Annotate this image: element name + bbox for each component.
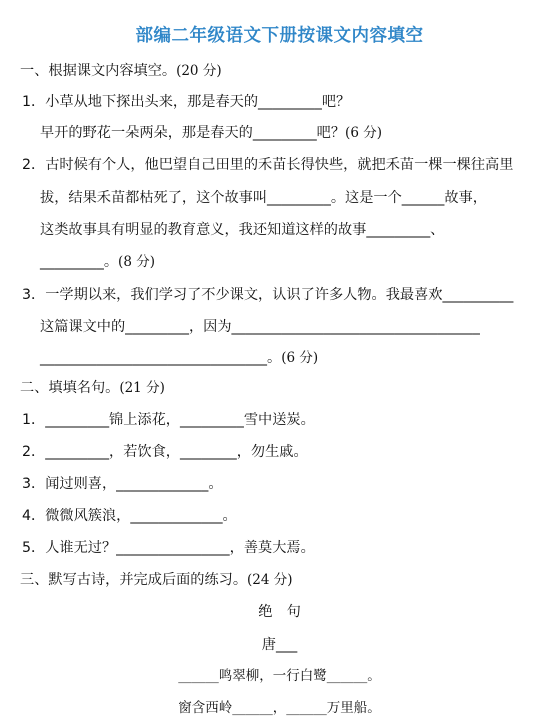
poem-title: 绝 句 xyxy=(258,604,301,620)
s2-item-3: 3．闻过则喜，_____________。 xyxy=(22,476,223,492)
q2-line-4 xyxy=(40,252,155,272)
section-2-heading-text: 二、填填名句。 xyxy=(20,380,120,396)
q3-points: (6 分) xyxy=(281,350,319,366)
q2-line-3: 这类故事具有明显的教育意义，我还知道这样的故事_________、 xyxy=(40,222,445,238)
section-1-heading xyxy=(20,61,222,81)
q2-points: (8 分) xyxy=(118,254,155,270)
s2-item-1: 1．_________锦上添花，_________雪中送炭。 xyxy=(22,412,315,428)
q2-line-2: 拔，结果禾苗都枯死了，这个故事叫_________。这是一个______故事， xyxy=(40,190,487,206)
poem-line-2: 窗含西岭______，______万里船。 xyxy=(178,700,381,716)
q1-line-1: 1．小草从地下探出头来，那是春天的_________吧？ xyxy=(22,94,351,110)
q1-points: (6 分) xyxy=(345,125,382,141)
poem-line-1: ______鸣翠柳，一行白鹭______。 xyxy=(178,668,381,684)
section-3-heading-text: 三、默写古诗，并完成后面的练习。 xyxy=(20,572,248,588)
q1-line-2-text: 早开的野花一朵两朵，那是春天的_________吧？ xyxy=(40,125,346,141)
s2-item-2: 2．_________，若饮食，________，勿生戚。 xyxy=(22,444,308,460)
q3-line-1: 3．一学期以来，我们学习了不少课文，认识了许多人物。我最喜欢__________ xyxy=(22,287,514,303)
q2-line-1: 2．古时候有个人，他巴望自己田里的禾苗长得快些，就把禾苗一棵一棵往高里 xyxy=(22,157,514,173)
page-title: 部编二年级语文下册按课文内容填空 xyxy=(135,26,424,46)
q1-line-2 xyxy=(40,123,382,143)
q3-line-3 xyxy=(40,348,318,368)
q2-line-4-text: _________。 xyxy=(40,254,119,270)
poem-author: 唐___ xyxy=(261,637,298,653)
section-2-points: (21 分) xyxy=(119,380,165,396)
section-1-heading-text: 一、根据课文内容填空。 xyxy=(20,63,177,79)
section-3-points: (24 分) xyxy=(247,572,293,588)
section-2-heading xyxy=(20,378,165,398)
s2-item-4: 4．微微风簇浪，_____________。 xyxy=(22,508,237,524)
q3-line-3-text: ________________________________。 xyxy=(40,350,282,366)
section-3-heading xyxy=(20,570,293,590)
q3-line-2: 这篇课文中的_________，因为___________________________________ xyxy=(40,319,480,335)
s2-item-5: 5．人谁无过？________________，善莫大焉。 xyxy=(22,540,315,556)
section-1-points: (20 分) xyxy=(176,63,222,79)
